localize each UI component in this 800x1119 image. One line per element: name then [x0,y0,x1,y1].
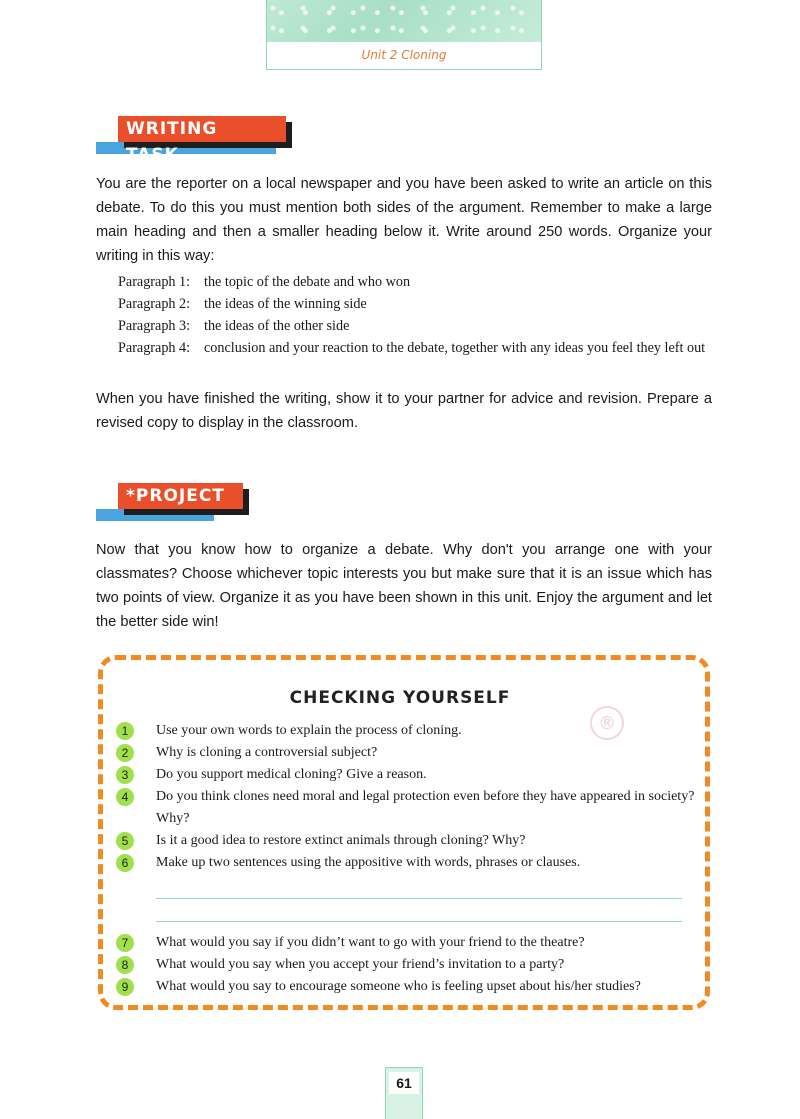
list-item [118,293,718,315]
question-item [116,720,706,742]
question-number: 8 [116,956,134,974]
question-number: 9 [116,978,134,996]
registered-mark: ® [590,706,624,740]
question-item [116,852,706,874]
question-number: 7 [116,934,134,952]
writing-task-closing: When you have finished the writing, show it to your partner for advice and revision. Prepare a revised copy to display in the classroom. [96,391,712,431]
question-number: 3 [116,766,134,784]
header-pattern [267,0,541,42]
question-text: What would you say if you didn’t want to go with your friend to the theatre? [156,935,585,950]
list-item [118,315,718,337]
writing-task-title: WRITING TASK [118,116,286,142]
question-text: Use your own words to explain the process of cloning. [156,723,462,738]
question-number: 2 [116,744,134,762]
question-text: What would you say to encourage someone who is feeling upset about his/her studies? [156,979,641,994]
checking-yourself-title: CHECKING YOURSELF [289,688,511,708]
paragraph-text: the ideas of the winning side [204,296,367,312]
paragraph-label: Paragraph 4: [118,340,191,356]
question-text: Do you support medical cloning? Give a reason. [156,767,427,782]
page-number: 61 [389,1072,419,1094]
paragraph-text: the topic of the debate and who won [204,274,411,290]
writing-task-intro: You are the reporter on a local newspaper and you have been asked to write an article on this debate. To do this you must mention both sides of the argument. Remember to make a large main heading and then a smaller heading below it. Write around 250 words. Organize your writing in this way: [96,176,712,264]
question-item [116,976,706,998]
project-banner [96,483,286,521]
question-number: 5 [116,832,134,850]
paragraph-text: conclusion and your reaction to the debate, together with any ideas you feel they left out [204,340,706,356]
question-text: Is it a good idea to restore extinct animals through cloning? Why? [156,833,526,848]
list-item [118,337,718,359]
question-number: 4 [116,788,134,806]
paragraph-text: the ideas of the other side [204,318,350,334]
question-item [116,932,706,954]
project-title: *PROJECT [118,483,243,509]
question-number: 1 [116,722,134,740]
question-item [116,764,706,786]
page-number-tab [385,1067,423,1119]
question-number: 6 [116,854,134,872]
list-item [118,271,718,293]
writing-task-banner [96,116,286,165]
unit-header-tab [266,0,542,70]
question-item [116,830,706,852]
project-text: Now that you know how to organize a debate. Why don't you arrange one with your classmates? Choose whichever topic interests you but make sure that it is an issue which has two points of view. Organize it as you have been shown in this unit. Enjoy the argument and let the better side win! [96,542,712,630]
paragraph-label: Paragraph 1: [118,274,191,290]
paragraph-list [118,271,718,359]
question-item [116,786,706,830]
paragraph-label: Paragraph 3: [118,318,191,334]
question-list [116,720,706,998]
question-text: Do you think clones need moral and legal protection even before they have appeared in society? Why? [156,789,695,826]
question-item [116,954,706,976]
paragraph-label: Paragraph 2: [118,296,191,312]
question-item [116,742,706,764]
question-text: What would you say when you accept your friend’s invitation to a party? [156,957,565,972]
unit-label: Unit 2 Cloning [361,48,447,62]
question-text: Make up two sentences using the appositive with words, phrases or clauses. [156,855,581,870]
question-text: Why is cloning a controversial subject? [156,745,378,760]
